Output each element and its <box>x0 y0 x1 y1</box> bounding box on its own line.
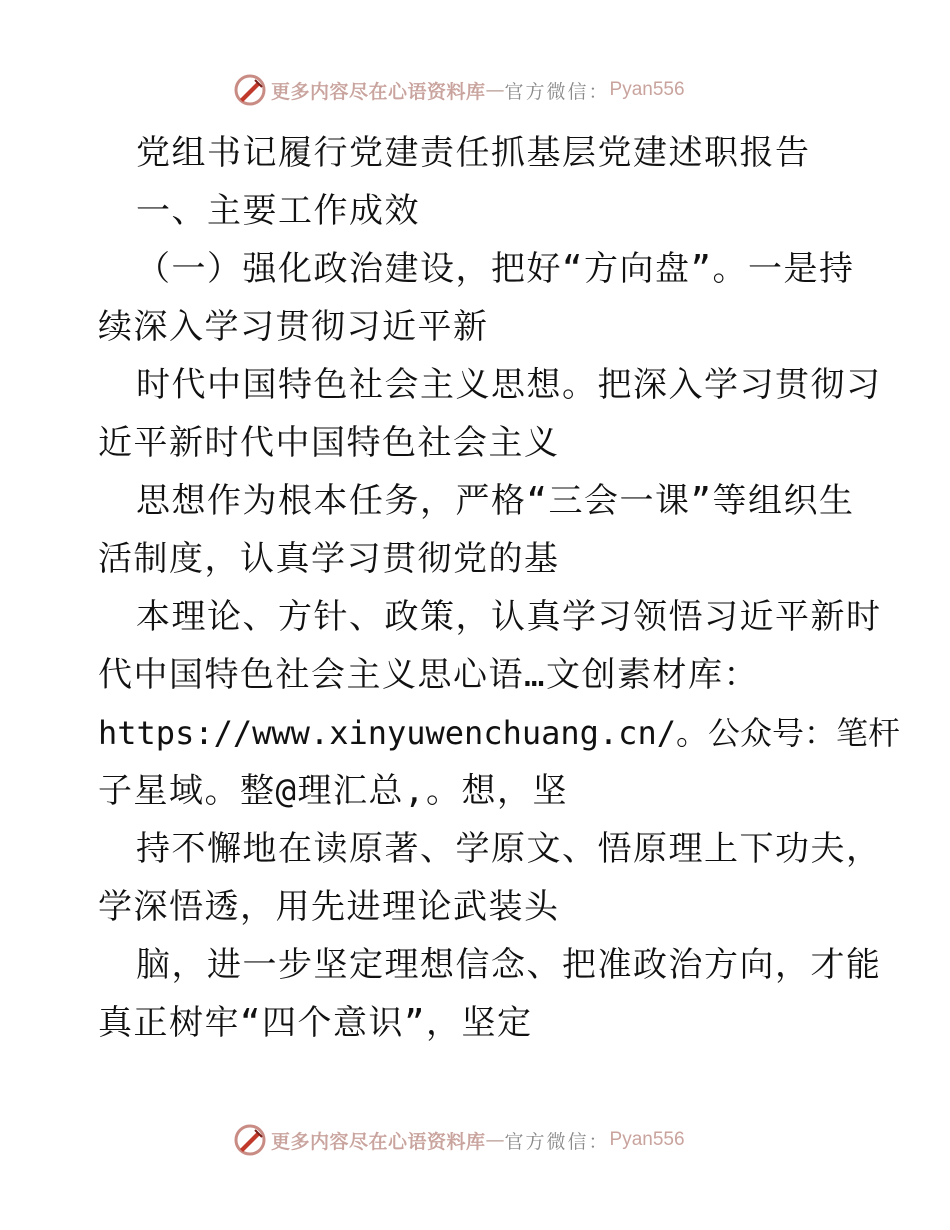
paragraph-line: 持不懈地在读原著、学原文、悟原理上下功夫， <box>136 829 882 869</box>
paragraph-line: 子星域。整@理汇总,。想，坚 <box>98 771 568 811</box>
paragraph-line-url: https://www.xinyuwenchuang.cn/。公众号：笔杆 <box>98 714 900 752</box>
paragraph-line: 活制度，认真学习贯彻党的基 <box>98 539 560 579</box>
watermark-wechat-id: Pyan556 <box>609 1129 685 1150</box>
watermark-text: 更多内容尽在心语资料库 <box>271 1130 486 1153</box>
document-title: 党组书记履行党建责任抓基层党建述职报告 <box>136 133 811 173</box>
watermark-text: 更多内容尽在心语资料库 <box>271 80 486 103</box>
watermark-dash: — <box>485 1129 505 1151</box>
section-heading: 一、主要工作成效 <box>136 191 420 231</box>
watermark-wechat-id: Pyan556 <box>609 79 685 100</box>
watermark-banner-bottom <box>233 1122 685 1158</box>
paragraph-line: 脑，进一步坚定理想信念、把准政治方向，才能 <box>136 945 882 985</box>
paragraph-line: （一）强化政治建设，把好“方向盘”。一是持 <box>136 249 855 289</box>
watermark-wechat-label: 官方微信： <box>504 80 610 103</box>
watermark-dash: — <box>485 79 505 101</box>
paragraph-line: 本理论、方针、政策，认真学习领悟习近平新时 <box>136 597 882 637</box>
watermark-banner-top <box>233 72 685 108</box>
watermark-wechat-label: 官方微信： <box>504 1130 610 1153</box>
paragraph-line: 思想作为根本任务，严格“三会一课”等组织生 <box>136 481 855 521</box>
paragraph-line: 时代中国特色社会主义思想。把深入学习贯彻习 <box>136 365 882 405</box>
paragraph-line: 近平新时代中国特色社会主义 <box>98 423 560 463</box>
paragraph-line: 学深悟透，用先进理论武装头 <box>98 887 560 927</box>
paragraph-line: 真正树牢“四个意识”，坚定 <box>98 1003 533 1043</box>
quill-logo-icon <box>233 1123 267 1157</box>
document-body <box>98 124 900 1052</box>
paragraph-line: 续深入学习贯彻习近平新 <box>98 307 489 347</box>
paragraph-line: 代中国特色社会主义思心语…文创素材库： <box>98 655 759 695</box>
quill-logo-icon <box>233 73 267 107</box>
